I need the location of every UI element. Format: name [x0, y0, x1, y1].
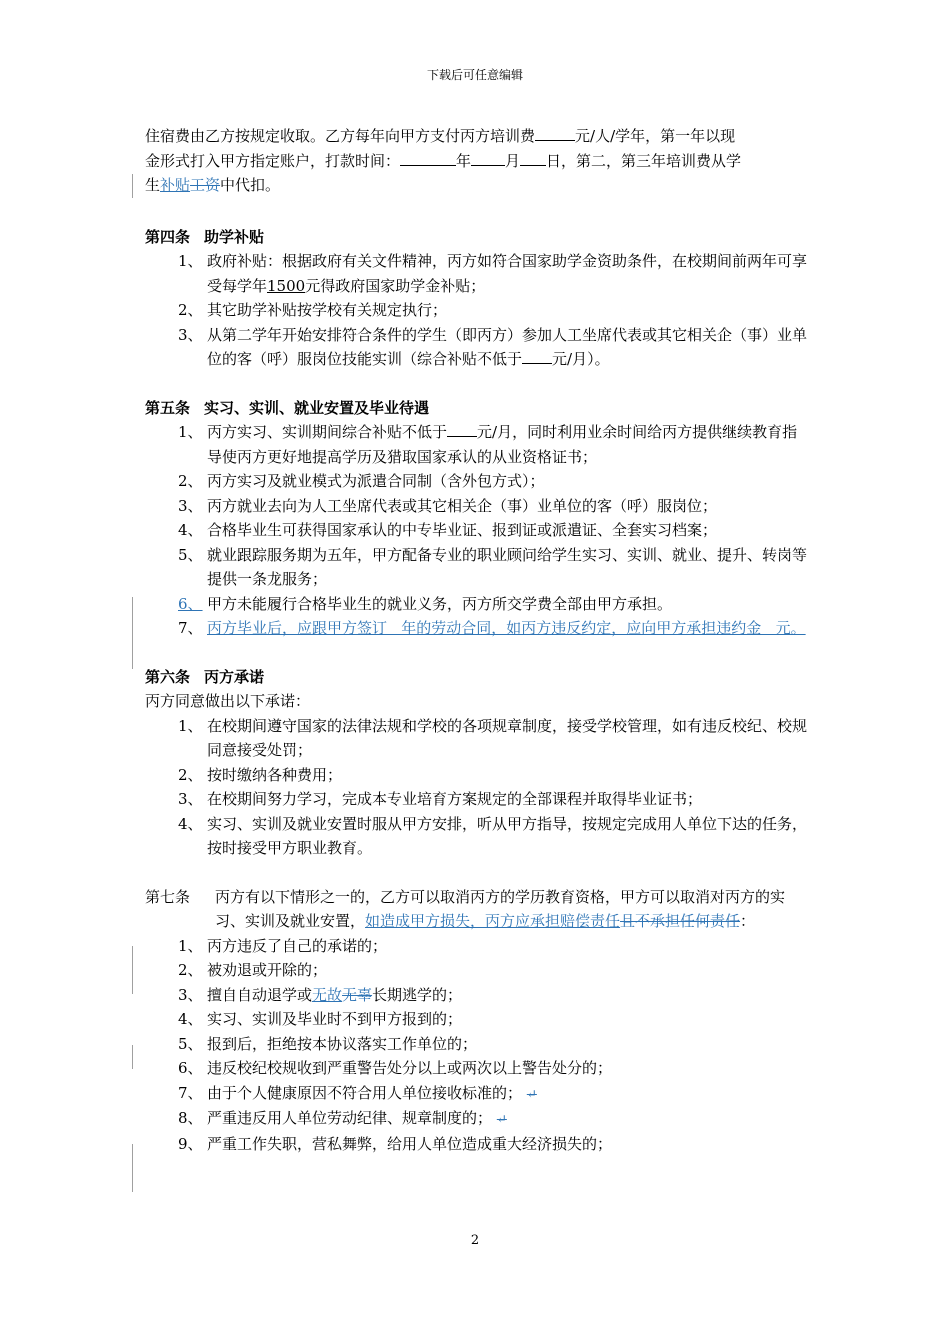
list-item: 1、 丙方实习、实训期间综合补贴不低于 元/月，同时利用业余时间给丙方提供继续教育指导使丙方更好地提高学历及猎取国家承认的从业资格证书；: [178, 423, 798, 466]
list-item: 2、 丙方实习及就业模式为派遣合同制（含外包方式）；: [178, 472, 545, 490]
list-item: 3、 从第二学年开始安排符合条件的学生（即丙方）参加人工坐席代表或其它相关企（事）业单位的客（呼）服岗位技能实训（综合补贴不低于 元/月）。: [178, 325, 808, 368]
list-item: 4、 合格毕业生可获得国家承认的中专毕业证、报到证或派遣证、全套实习档案；: [178, 521, 718, 539]
article-6-lead: 丙方同意做出以下承诺：: [145, 692, 311, 710]
fill-blank: [535, 125, 575, 141]
list-item: 6、 甲方未能履行合格毕业生的就业义务，丙方所交学费全部由甲方承担。: [178, 594, 673, 613]
list-item: 3、 擅自自动退学或无故无辜长期逃学的；: [178, 985, 463, 1004]
list-item: 2、 被劝退或开除的；: [178, 961, 328, 979]
list-item-inserted: 7、 丙方毕业后，应跟甲方签订 年的劳动合同，如丙方违反约定，应向甲方承担违约金 元。: [178, 619, 806, 637]
document-body: [145, 124, 810, 1156]
page-number: 2: [470, 1233, 480, 1248]
page-header: 下载后可任意编辑: [426, 68, 523, 82]
list-item: 3、 在校期间努力学习，完成本专业培育方案规定的全部课程并取得毕业证书；: [178, 790, 703, 808]
list-item: 6、 违反校纪校规收到严重警告处分以上或两次以上警告处分的；: [178, 1059, 613, 1077]
fill-blank: [471, 150, 505, 166]
deleted-text: 且不承担任何责任: [620, 912, 741, 930]
list-item: 5、 就业跟踪服务期为五年，甲方配备专业的职业顾问给学生实习、实训、就业、提升、转岗等提供一条龙服务；: [178, 545, 808, 588]
list-item: 9、 严重工作失职，营私舞弊，给用人单位造成重大经济损失的；: [178, 1134, 613, 1153]
inserted-text: 如造成甲方损失，丙方应承担赔偿责任: [365, 912, 621, 930]
fill-blank: [400, 150, 456, 166]
fill-blank: [522, 348, 552, 364]
inserted-text: 无故: [312, 985, 343, 1004]
list-item: 3、 丙方就业去向为人工坐席代表或其它相关企（事）业单位的客（呼）服岗位；: [178, 496, 718, 515]
change-bar: [132, 597, 133, 669]
list-item: 4、 实习、实训及就业安置时服从甲方安排，听从甲方指导，按规定完成用人单位下达的任务，按时接受甲方职业教育。: [178, 814, 808, 857]
fill-blank: [520, 150, 546, 166]
fill-blank: [447, 421, 477, 437]
change-bar: [132, 1045, 133, 1069]
deleted-text: 工资: [190, 176, 221, 194]
article-7-paragraph: 第七条 丙方有以下情形之一的，乙方可以取消丙方的学历教育资格，甲方可以取消对丙方的实习、实训及就业安置，如造成甲方损失，丙方应承担赔偿责任且不承担任何责任：: [145, 887, 786, 930]
list-item: 7、 由于个人健康原因不符合用人单位接收标准的； ↵: [178, 1083, 537, 1102]
list-item: 2、 其它助学补贴按学校有关规定执行；: [178, 301, 448, 319]
deleted-text: 无辜: [342, 985, 373, 1004]
list-item: 4、 实习、实训及毕业时不到甲方报到的；: [178, 1010, 463, 1028]
change-bar: [132, 174, 133, 198]
article-4-heading: 第四条 助学补贴: [145, 227, 265, 246]
deleted-paragraph-mark-icon: ↵: [526, 1086, 537, 1101]
deleted-paragraph-mark-icon: ↵: [496, 1112, 507, 1126]
list-item: 2、 按时缴纳各种费用；: [178, 765, 343, 784]
list-item: 8、 严重违反用人单位劳动纪律、规章制度的； ↵: [178, 1109, 507, 1127]
article-6-heading: 第六条 丙方承诺: [145, 667, 265, 686]
list-item: 1、 政府补贴：根据政府有关文件精神，丙方如符合国家助学金资助条件，在校期间前两年可享受每学年1500元得政府国家助学金补贴；: [178, 252, 808, 295]
article-5-heading: 第五条 实习、实训、就业安置及毕业待遇: [145, 398, 430, 417]
change-bar: [132, 946, 133, 994]
intro-paragraph: 住宿费由乙方按规定收取。乙方每年向甲方支付丙方培训费 元/人/学年，第一年以现 金形式打入甲方指定账户，打款时间： 年 月 日，第二，第三年培训费从学 生补贴工资中代扣。: [145, 127, 742, 194]
inserted-text: 补贴: [160, 176, 191, 194]
list-item: 5、 报到后，拒绝按本协议落实工作单位的；: [178, 1034, 478, 1053]
list-item: 1、 丙方违反了自己的承诺的；: [178, 936, 388, 955]
list-item: 1、 在校期间遵守国家的法律法规和学校的各项规章制度，接受学校管理，如有违反校纪、校规同意接受处罚；: [178, 716, 808, 759]
change-bar: [132, 1144, 133, 1192]
